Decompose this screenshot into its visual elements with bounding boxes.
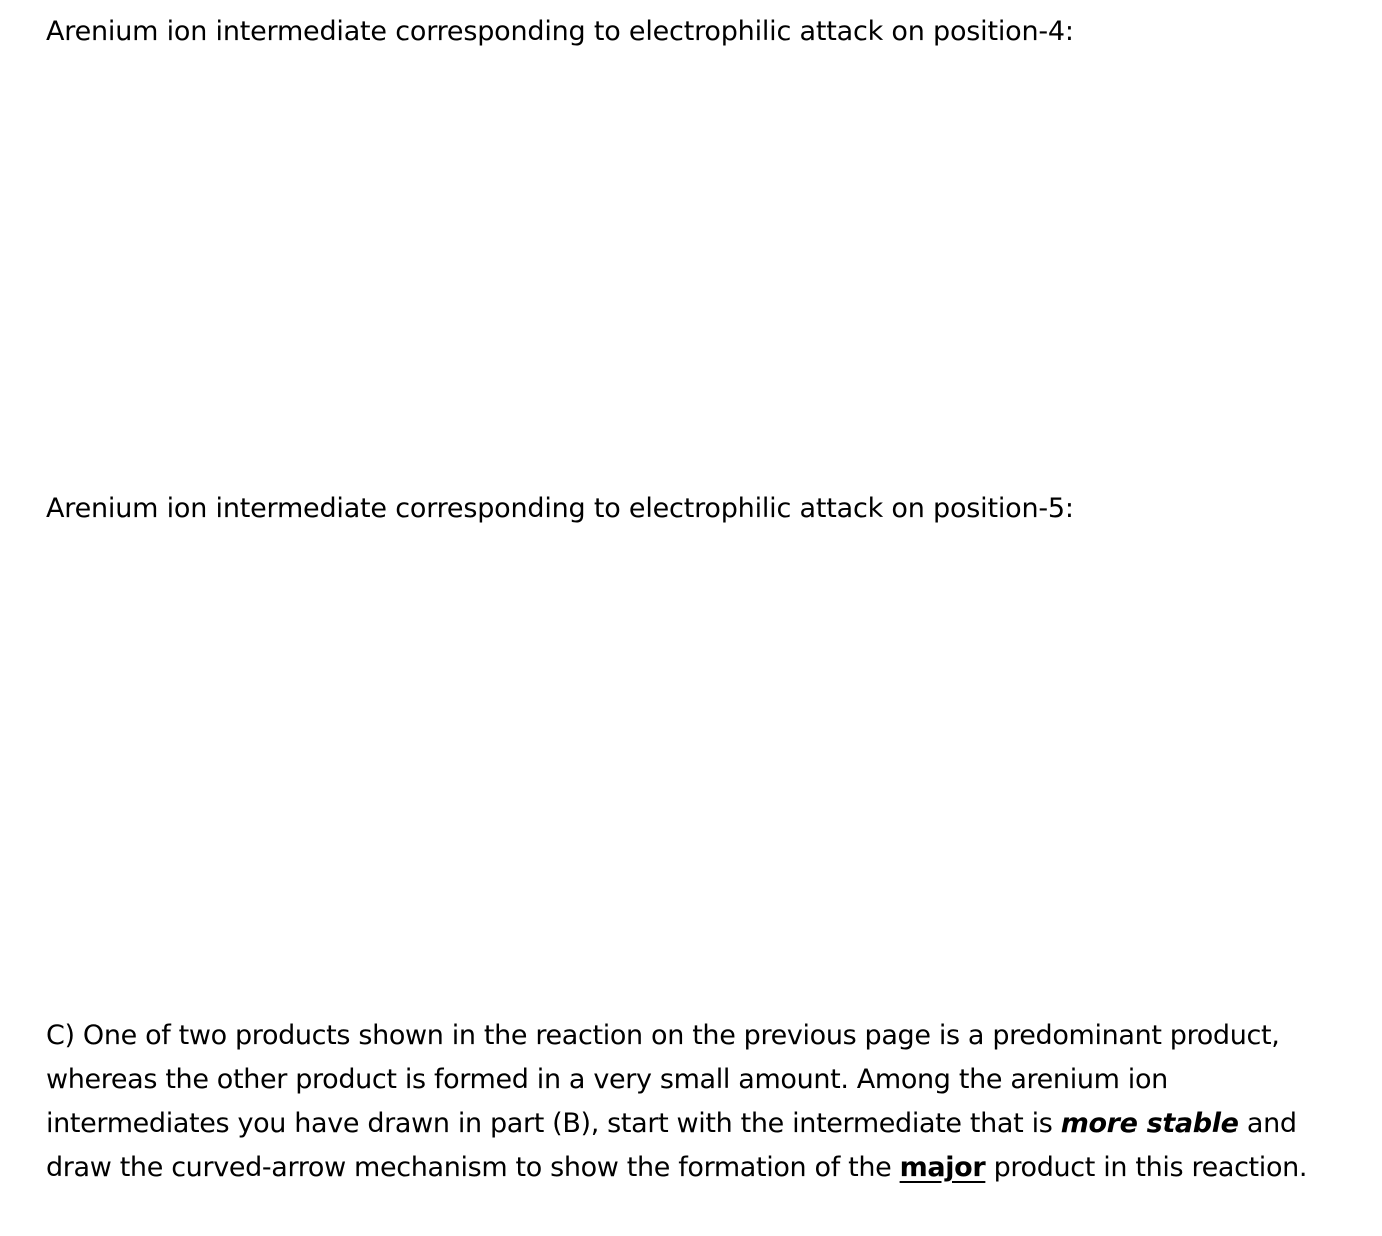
question-c-line-3-text: intermediates you have drawn in part (B), start with the intermediate that is xyxy=(46,1108,1061,1139)
position-5-heading: Arenium ion intermediate corresponding to electrophilic attack on position-5: xyxy=(46,493,1074,524)
question-c xyxy=(46,1014,1366,1190)
question-c-line-1: C) One of two products shown in the reaction on the previous page is a predominant product, xyxy=(46,1020,1280,1051)
question-c-line-4-end: product in this reaction. xyxy=(985,1152,1308,1183)
question-c-line-2: whereas the other product is formed in a very small amount. Among the arenium ion xyxy=(46,1064,1168,1095)
question-c-line-4 xyxy=(46,1146,1366,1190)
position-4-heading: Arenium ion intermediate corresponding to electrophilic attack on position-4: xyxy=(46,16,1074,47)
more-stable-emphasis: more stable xyxy=(1060,1108,1239,1139)
major-emphasis: major xyxy=(899,1152,986,1183)
position-4-answer-space xyxy=(46,60,1336,480)
question-c-line-3-end: and xyxy=(1238,1108,1297,1139)
position-5-answer-space xyxy=(46,537,1336,1007)
question-c-line-4-text: draw the curved-arrow mechanism to show the formation of the xyxy=(46,1152,900,1183)
question-c-line-3 xyxy=(46,1102,1366,1146)
